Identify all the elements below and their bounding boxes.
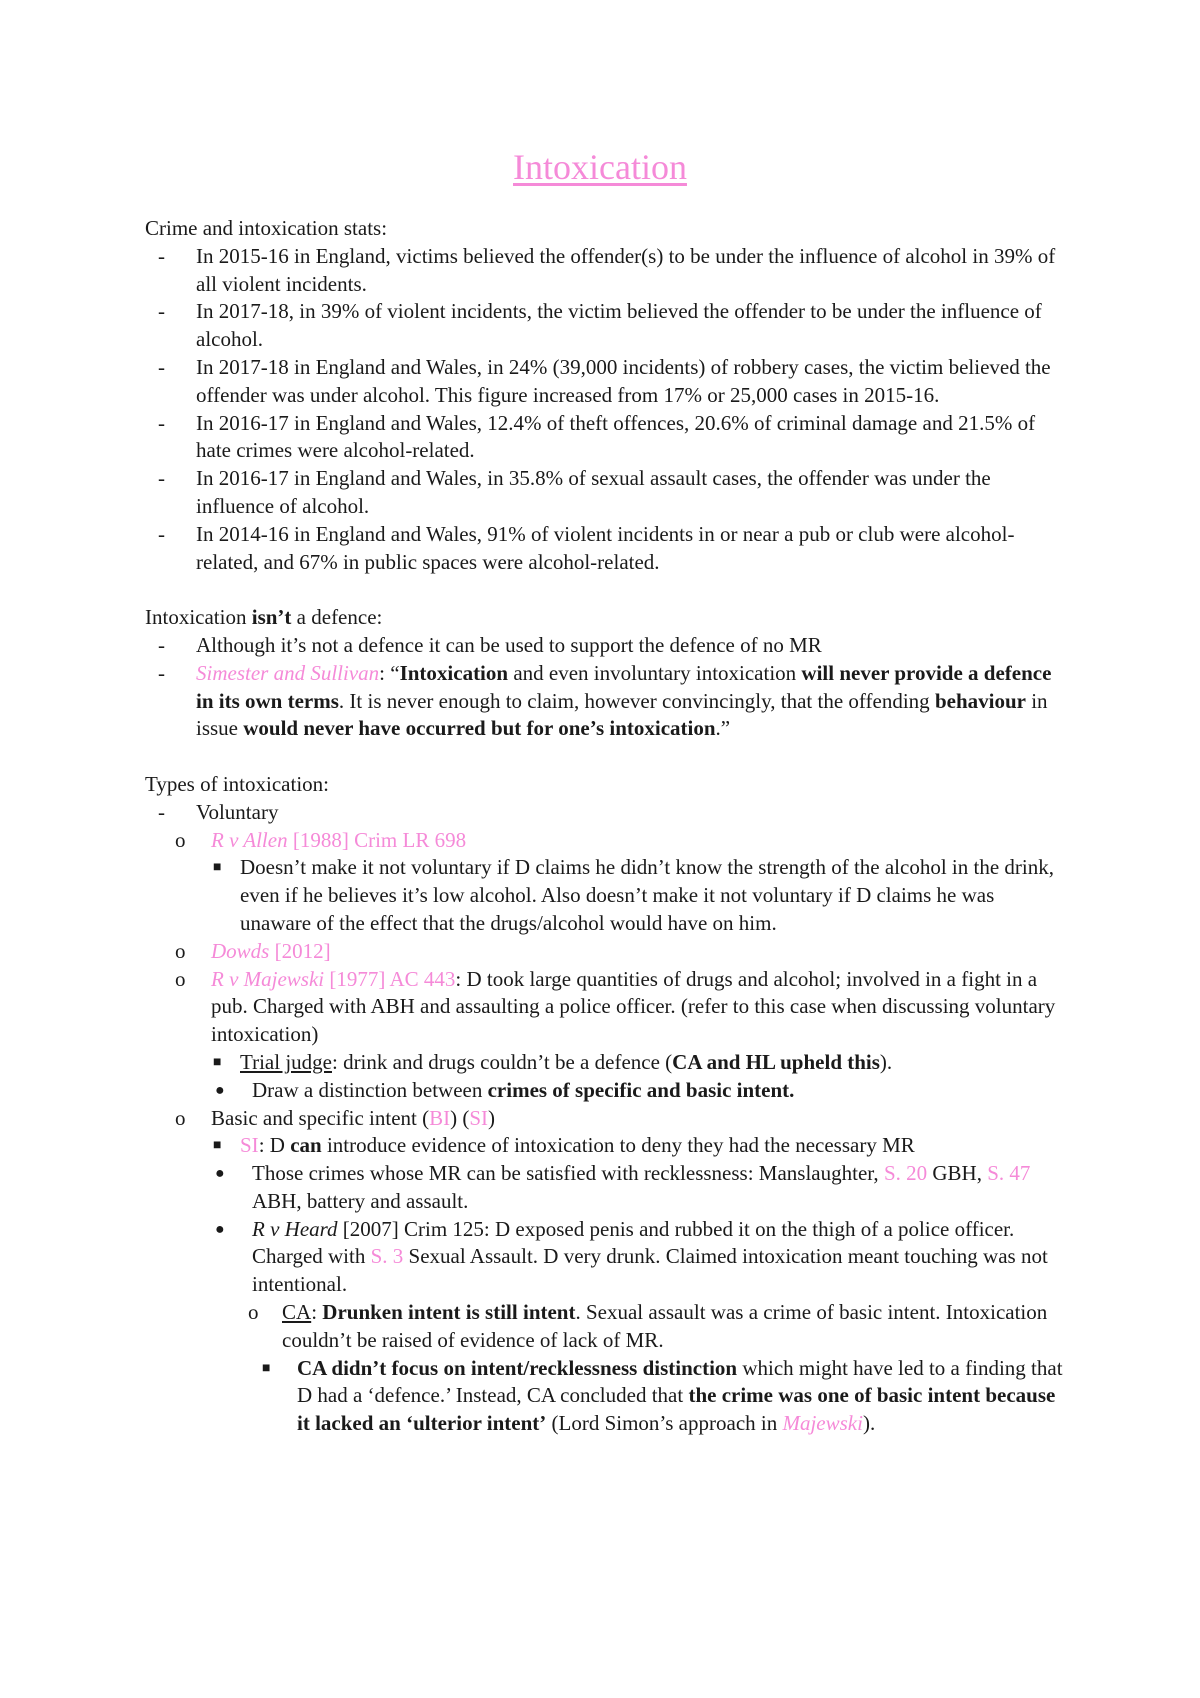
list-item: - In 2017-18 in England and Wales, in 24% (39,000 incidents) of robbery cases, the victim believed the offender was under alcohol. This figure increased from 17% or 25,000 cases in 2015-16. (158, 354, 1051, 407)
circle-bullet-icon: o (175, 1105, 186, 1130)
case-citation: [1977] AC 443 (324, 966, 456, 991)
list-item: o CA: Drunken intent is still intent. Sexual assault was a crime of basic intent. Intoxication couldn’t be raised of evidence of lack of MR. (248, 1300, 1048, 1352)
list-item: ● Those crimes whose MR can be satisfied with recklessness: Manslaughter, S. 20 GBH, S. 47 ABH, battery and assault. (215, 1161, 1031, 1213)
square-bullet-icon: ■ (213, 1054, 222, 1070)
dash-icon: - (158, 799, 165, 824)
case-citation: [1988] Crim LR 698 (287, 827, 467, 852)
page-title: Intoxication (513, 147, 687, 187)
circle-bullet-icon: o (175, 966, 186, 991)
case-name: Dowds (211, 938, 270, 963)
document-body (145, 215, 1065, 1438)
list-item: - In 2017-18, in 39% of violent incidents, the victim believed the offender to be under the influence of alcohol. (158, 299, 1042, 352)
dot-bullet-icon: ● (215, 1165, 225, 1183)
types-heading: Types of intoxication: (145, 771, 329, 796)
dot-bullet-icon: ● (215, 1220, 225, 1238)
circle-bullet-icon: o (175, 938, 186, 963)
case-item-dowds (145, 938, 1065, 966)
square-bullet-icon: ■ (262, 1360, 271, 1376)
dash-icon: - (158, 410, 165, 435)
case-citation: [2012] (269, 938, 331, 963)
dash-icon: - (158, 354, 165, 379)
case-item-majewski: o R v Majewski [1977] AC 443: D took large quantities of drugs and alcohol; involved in a fight in a pub. Charged with ABH and assaulting a police officer. (refer to this case when discussing voluntary intoxication) (175, 966, 1056, 1047)
defence-heading: Intoxication isn’t a defence: (145, 605, 383, 630)
list-item: - Although it’s not a defence it can be used to support the defence of no MR (145, 632, 1065, 660)
case-name: R v Heard (252, 1216, 338, 1241)
list-item: - In 2016-17 in England and Wales, in 35.8% of sexual assault cases, the offender was under the influence of alcohol. (158, 466, 991, 518)
list-item: - In 2014-16 in England and Wales, 91% of violent incidents in or near a pub or club were alcohol-related, and 67% in public spaces were alcohol-related. (158, 521, 1015, 574)
list-item: o Basic and specific intent (BI) (SI) (145, 1105, 1065, 1133)
list-item: ■ CA didn’t focus on intent/recklessness distinction which might have led to a finding that D had a ‘defence.’ Instead, CA concluded that the crime was one of basic intent because it lacked an ‘ulterior intent’ (Lord Simon’s approach in Majewski). (262, 1355, 1063, 1436)
circle-bullet-icon: o (248, 1300, 259, 1325)
stats-heading: Crime and intoxication stats: (145, 216, 388, 240)
dash-icon: - (158, 521, 165, 546)
author-reference: Simester and Sullivan (196, 660, 380, 685)
dash-icon: - (158, 660, 165, 685)
list-item: ● Draw a distinction between crimes of specific and basic intent. (145, 1077, 1065, 1105)
case-item-heard: ● R v Heard [2007] Crim 125: D exposed penis and rubbed it on the thigh of a police officer. Charged with S. 3 Sexual Assault. D very drunk. Claimed intoxication meant touching was not intentional. (215, 1216, 1048, 1297)
list-item: - Voluntary (145, 799, 1065, 827)
list-item: ■ Doesn’t make it not voluntary if D claims he didn’t know the strength of the alcohol in the drink, even if he believes it’s low alcohol. Also doesn’t make it not voluntary if D claims he was unaware of the effect that the drugs/alcohol would have on him. (213, 855, 1054, 935)
list-item: ■ Trial judge: drink and drugs couldn’t be a defence (CA and HL upheld this). (145, 1049, 1065, 1077)
list-item: ■ SI: D can introduce evidence of intoxication to deny they had the necessary MR (145, 1132, 1065, 1160)
dot-bullet-icon: ● (215, 1081, 225, 1099)
case-item-allen (145, 827, 1065, 855)
square-bullet-icon: ■ (213, 1138, 222, 1154)
list-item: - In 2016-17 in England and Wales, 12.4% of theft offences, 20.6% of criminal damage and 21.5% of hate crimes were alcohol-related. (158, 410, 1036, 463)
dash-icon: - (158, 299, 165, 324)
list-item: - In 2015-16 in England, victims believed the offender(s) to be under the influence of alcohol in 39% of all violent incidents. (158, 243, 1056, 296)
case-name: R v Allen (211, 827, 288, 852)
square-bullet-icon: ■ (213, 860, 222, 876)
circle-bullet-icon: o (175, 827, 186, 852)
dash-icon: - (158, 243, 165, 268)
quote-item: - Simester and Sullivan: “Intoxication and even involuntary intoxication will never provide a defence in its own terms. It is never enough to claim, however convincingly, that the offending behaviour in issue would never have occurred but for one’s intoxication.” (158, 660, 1052, 741)
dash-icon: - (158, 466, 165, 491)
dash-icon: - (158, 632, 165, 657)
case-name: R v Majewski (211, 966, 325, 991)
